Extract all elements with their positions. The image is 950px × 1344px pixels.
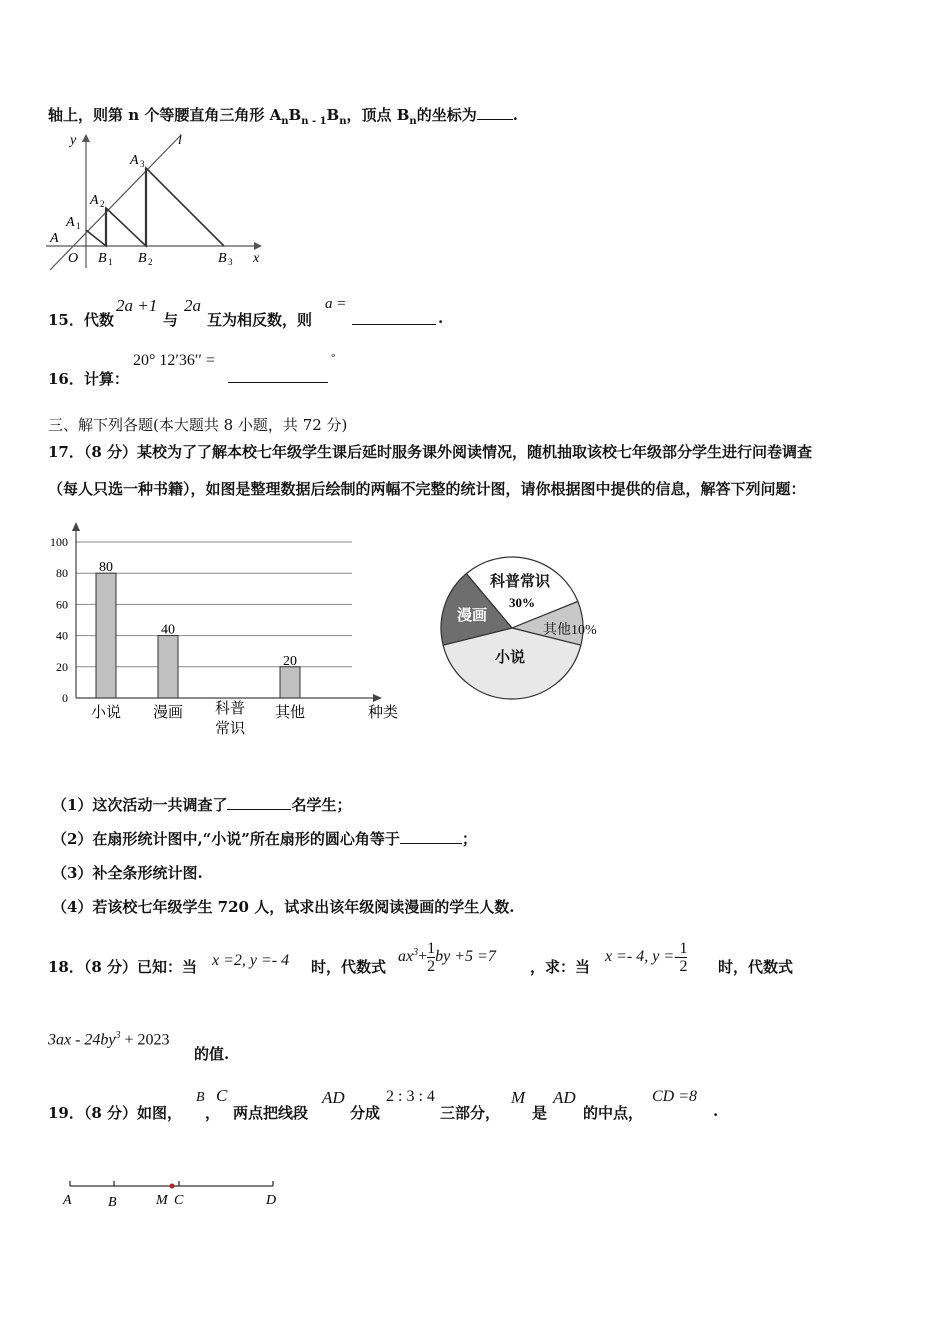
q19-comma: ， [205, 1104, 221, 1122]
q17-sub4: （4）若该校七年级学生 720 人，试求出该年级阅读漫画的学生人数. [52, 898, 515, 916]
y-tick-label: 20 [56, 659, 68, 674]
bar-grid [76, 542, 352, 667]
q19-B: B [196, 1090, 205, 1105]
bar-data-label: 80 [99, 560, 113, 576]
q15-expr2: 2a [184, 296, 201, 315]
seg-label-C: C [174, 1193, 184, 1208]
pie-chart [430, 548, 620, 708]
q17-sub2: （2）在扇形统计图中,“小说”所在扇形的圆心角等于 ； [52, 830, 477, 848]
label-O: O [68, 251, 79, 266]
bar-x-axis-arrow [373, 694, 382, 702]
x-tick-label: 其他 [274, 705, 306, 721]
pie-pct-label: 30% [509, 595, 535, 610]
pie-slice-label: 小说 [494, 650, 526, 666]
segment-figure [55, 1172, 295, 1212]
seg-label-A: A [63, 1193, 72, 1208]
q19-t3: 三部分， [440, 1104, 501, 1122]
q17-line2: （每人只选一种书籍），如图是整理数据后绘制的两幅不完整的统计图，请你根据图中提供的信息，解答下列问题： [48, 480, 806, 498]
q18-cond1: x =2, y =- 4 [212, 952, 290, 969]
label-A3-sub: 3 [140, 159, 145, 169]
q18-frac1: $\frac{1}{2}$ [427, 940, 436, 975]
bar [280, 667, 300, 698]
label-l: l [178, 133, 182, 148]
bar-chart [40, 518, 420, 748]
q15-var: a = [325, 296, 347, 312]
q19-M: M [511, 1088, 526, 1107]
q18-expr2: $3ax - 24by^3 + 2023$ [48, 1030, 170, 1049]
q19-t5: 的中点， [583, 1104, 644, 1122]
q18-t2: ，求：当 [530, 958, 591, 976]
q19-end: . [713, 1102, 719, 1120]
y-tick-label: 60 [56, 597, 68, 612]
x-tick-label: 漫画 [152, 705, 184, 721]
q15-text: 互为相反数，则 [207, 311, 313, 329]
seg-label-D: D [266, 1193, 277, 1208]
y-tick-label: 100 [50, 535, 68, 549]
q19-t2: 分成 [350, 1104, 381, 1122]
label-B3-sub: 3 [228, 257, 233, 267]
q19-AD2: AD [553, 1088, 576, 1107]
q17-sub3: （3）补全条形统计图. [52, 864, 203, 882]
y-tick-label: 40 [56, 628, 68, 643]
q17-sub1: （1）这次活动一共调查了 名学生； [52, 796, 352, 814]
label-A1-sub: 1 [76, 221, 81, 231]
seg-label-M: M [156, 1193, 168, 1208]
label-B2: B [138, 251, 147, 266]
bar-data-label: 40 [161, 622, 175, 638]
bar-y-ticks [50, 535, 68, 705]
bar [158, 636, 178, 698]
q18-t4: 的值. [194, 1045, 230, 1063]
point-M [170, 1184, 175, 1189]
label-A1: A [66, 215, 75, 230]
label-B1-sub: 1 [108, 257, 113, 267]
pie-slice-label: 其他10% [543, 623, 597, 638]
bar-y-axis-arrow [72, 522, 80, 531]
section-title: 三、解下列各题(本大题共 8 小题，共 72 分) [48, 416, 348, 434]
q19-t4: 是 [532, 1104, 548, 1122]
bar-series [96, 560, 300, 698]
bar [96, 573, 116, 698]
intro-line: 轴上，则第 n 个等腰直角三角形 $A_nB_{n - 1}B_n$，顶点 $B_n$的坐标为 . [48, 106, 518, 127]
label-A2: A [90, 193, 99, 208]
q17-sub1-blank [227, 797, 291, 810]
q18-frac2: $\frac{1}{2}$ [679, 940, 688, 975]
q16-degree: ° [331, 352, 336, 364]
x-tick-label: 常识 [214, 721, 246, 737]
q16-number: 16．计算： [48, 370, 129, 388]
y-tick-label: 0 [62, 691, 68, 705]
q15-answer-blank [352, 312, 436, 325]
q15-number: 15．代数 [48, 311, 114, 329]
q17-sub2-blank [400, 831, 462, 844]
line-l [50, 136, 180, 270]
label-x: x [253, 251, 260, 266]
label-B3: B [218, 251, 227, 266]
q19-cd: CD =8 [652, 1088, 698, 1105]
q18-cond2: x =- 4, y =- $\frac{1}{2}$ [605, 940, 688, 975]
q19-number: 19．（8 分）如图， [48, 1104, 183, 1122]
y-tick-label: 80 [56, 566, 68, 581]
label-y: y [70, 133, 77, 148]
answer-blank [477, 119, 513, 120]
q19-C: C [216, 1086, 228, 1105]
label-B2-sub: 2 [148, 257, 153, 267]
label-A: A [50, 231, 59, 246]
seg-label-B: B [108, 1195, 117, 1210]
x-tick-label: 科普 [214, 701, 246, 717]
pie-slice-label: 漫画 [456, 608, 488, 624]
q18-number: 18．（8 分）已知：当 [48, 958, 198, 976]
q18-t1: 时，代数式 [311, 958, 387, 976]
q14-figure [40, 128, 280, 273]
y-axis-arrow [82, 134, 90, 142]
q18-t3: 时，代数式 [718, 958, 794, 976]
bar-x-axis-label: 种类 [368, 705, 399, 721]
q15-end: . [438, 309, 444, 327]
x-tick-label: 小说 [90, 705, 122, 721]
q17-line1: 17．（8 分）某校为了了解本校七年级学生课后延时服务课外阅读情况，随机抽取该校七年级部分学生进行问卷调查 [48, 443, 813, 461]
q15-expr1: 2a +1 [116, 296, 158, 315]
label-A3: A [130, 153, 139, 168]
bar-x-labels [91, 700, 305, 737]
q16-expr: 20° 12′36′′ = [133, 352, 215, 369]
q18-expr1: $ax^3+$ $\frac{1}{2}$ by +5 =7 [398, 940, 496, 975]
q19-ratio: 2 : 3 : 4 [386, 1088, 435, 1105]
q19-AD: AD [322, 1088, 345, 1107]
pie-slice-label: 科普常识 [489, 574, 551, 590]
q15-connector: 与 [163, 311, 179, 329]
q16-answer-blank [228, 370, 328, 383]
label-A2-sub: 2 [100, 199, 105, 209]
x-axis-arrow [254, 242, 262, 250]
q19-t1: 两点把线段 [233, 1104, 309, 1122]
bar-data-label: 20 [283, 653, 297, 669]
label-B1: B [98, 251, 107, 266]
